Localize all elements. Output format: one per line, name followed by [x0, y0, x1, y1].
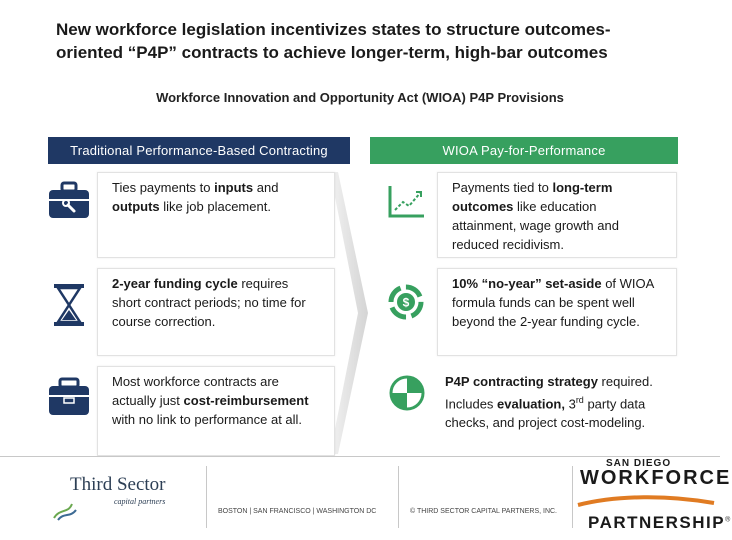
pie-chart-icon — [388, 374, 426, 412]
left-item-funding-cycle: 2-year funding cycle requires short contract periods; no time for course correction. — [97, 268, 335, 356]
slide-title — [56, 18, 676, 64]
slide-subtitle: Workforce Innovation and Opportunity Act (WIOA) P4P Provisions — [156, 90, 564, 105]
footer-copyright: © THIRD SECTOR CAPITAL PARTNERS, INC. — [410, 508, 557, 515]
sdwp-logo-top: SAN DIEGO — [606, 458, 672, 469]
traditional-contracting-header: Traditional Performance-Based Contracting — [48, 137, 350, 164]
footer-separator — [572, 466, 573, 528]
slide-title-line2: oriented “P4P” contracts to achieve longer-term, high-bar outcomes — [56, 43, 608, 62]
right-item-long-term-outcomes: Payments tied to long-term outcomes like education attainment, wage growth and reduced recidivism. — [437, 172, 677, 258]
sdwp-logo-swoosh — [578, 493, 714, 509]
third-sector-logo-text: Third Sector — [70, 474, 166, 495]
wioa-p4p-header: WIOA Pay-for-Performance — [370, 137, 678, 164]
sdwp-logo-workforce: WORKFORCE — [580, 467, 732, 489]
sdwp-logo-partnership: PARTNERSHIP® — [588, 513, 732, 532]
third-sector-logo-subtext: capital partners — [114, 497, 166, 506]
footer-cities: BOSTON | SAN FRANCISCO | WASHINGTON DC — [218, 508, 377, 515]
footer-separator — [398, 466, 399, 528]
right-item-p4p-strategy: P4P contracting strategy required. Includes evaluation, 3rd party data checks, and project cost-modeling. — [437, 366, 677, 442]
left-item-cost-reimbursement: Most workforce contracts are actually just cost-reimbursement with no link to performance at all. — [97, 366, 335, 456]
right-item-no-year-set-aside: 10% “no-year” set-aside of WIOA formula funds can be spent well beyond the 2-year funding cycle. — [437, 268, 677, 356]
toolbox-icon — [48, 378, 90, 416]
footer-separator — [206, 466, 207, 528]
transition-chevron-arrow — [330, 172, 368, 454]
svg-text:$: $ — [402, 295, 410, 310]
left-item-inputs-outputs: Ties payments to inputs and outputs like job placement. — [97, 172, 335, 258]
slide-title-line1: New workforce legislation incentivizes states to structure outcomes- — [56, 20, 611, 39]
hourglass-icon — [54, 284, 84, 326]
briefcase-icon — [48, 181, 90, 219]
growth-chart-icon — [388, 184, 426, 218]
footer-divider — [0, 456, 720, 457]
dollar-cycle-icon — [386, 282, 426, 322]
